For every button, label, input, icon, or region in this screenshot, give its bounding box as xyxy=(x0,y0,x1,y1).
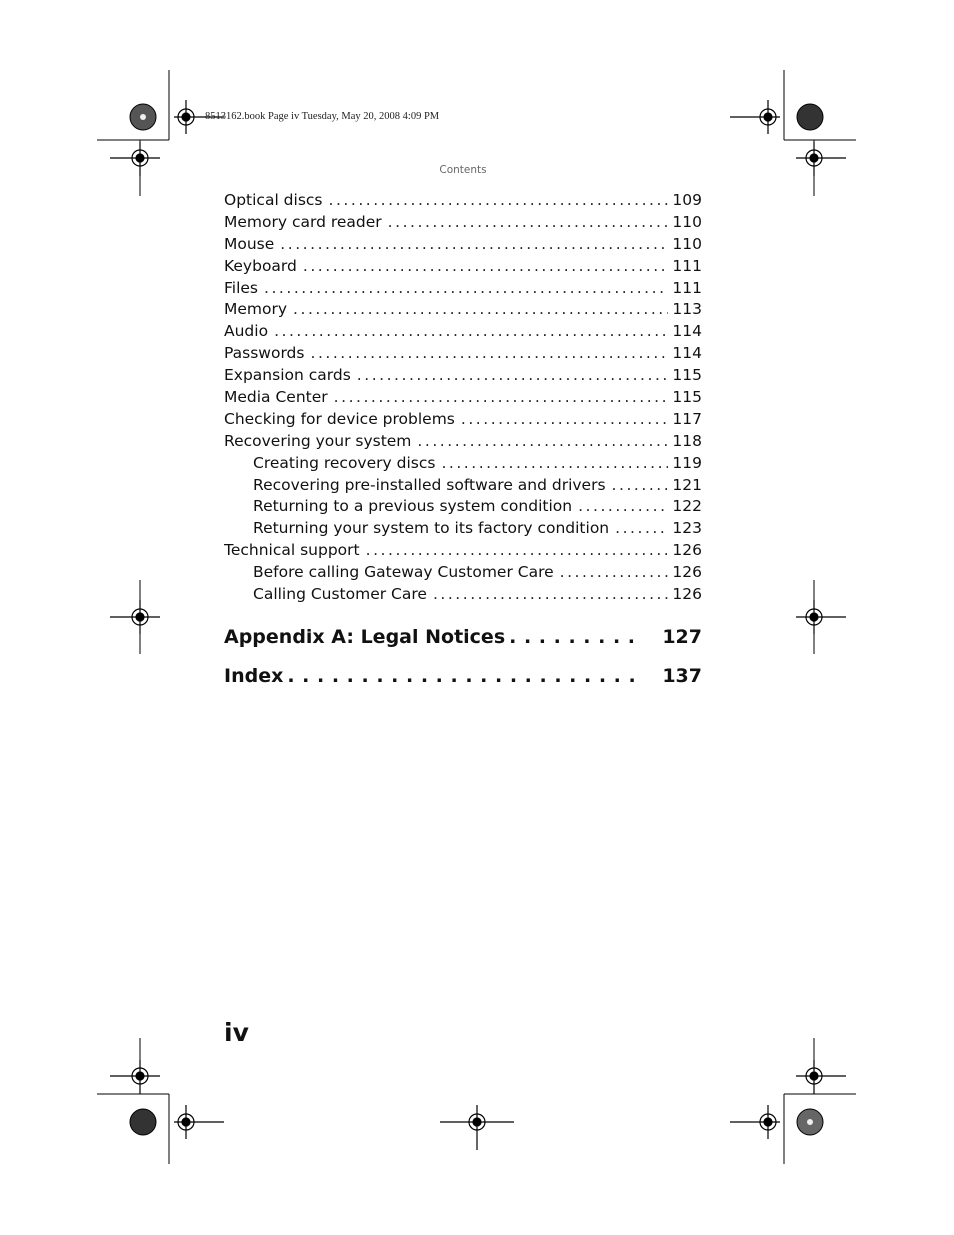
crosshair-target-icon xyxy=(796,600,846,634)
toc-entry[interactable] xyxy=(224,540,702,562)
toc-entry-label: Keyboard xyxy=(224,256,297,275)
toc-entry-page: 121 xyxy=(672,475,702,494)
toc-entry-label: Calling Customer Care xyxy=(253,585,427,604)
crosshair-target-icon xyxy=(110,600,160,634)
toc-entry-list xyxy=(224,190,702,606)
toc-entry[interactable] xyxy=(224,256,702,278)
toc-entry-label: Returning your system to its factory condition xyxy=(253,519,610,538)
toc-entry-label: Before calling Gateway Customer Care xyxy=(253,563,554,582)
toc-entry-page: 122 xyxy=(672,497,702,516)
starburst-target-icon xyxy=(797,1109,823,1135)
toc-chapter-entry[interactable] xyxy=(224,622,702,652)
toc-entry[interactable] xyxy=(224,299,702,321)
dot-leader xyxy=(264,278,668,300)
crosshair-target-icon xyxy=(730,1105,780,1139)
toc-entry-label: Memory card reader xyxy=(224,212,382,231)
toc-entry-label: Expansion cards xyxy=(224,366,351,385)
toc-entry[interactable] xyxy=(224,584,702,606)
dot-leader xyxy=(293,299,668,321)
crosshair-target-icon xyxy=(730,100,780,134)
toc-entry-page: 114 xyxy=(672,322,702,341)
toc-entry[interactable] xyxy=(224,562,702,584)
toc-entry-page: 109 xyxy=(672,191,702,209)
toc-entry-label: Passwords xyxy=(224,344,305,363)
toc-entry-page: 118 xyxy=(672,431,702,450)
dot-leader xyxy=(329,190,669,212)
toc-entry[interactable] xyxy=(224,431,702,453)
toc-chapter-label: Appendix A: Legal Notices xyxy=(224,625,506,648)
toc-entry[interactable] xyxy=(224,278,702,300)
toc-entry-page: 119 xyxy=(672,453,702,472)
crosshair-target-icon xyxy=(110,1060,160,1094)
dot-leader xyxy=(433,584,668,606)
toc-entry-page: 126 xyxy=(672,563,702,582)
dot-leader xyxy=(280,234,668,256)
toc-entry-page: 113 xyxy=(672,300,702,319)
dot-leader xyxy=(615,518,668,540)
running-head: Contents xyxy=(439,164,487,176)
dot-leader xyxy=(303,256,669,278)
toc-chapter-entry[interactable] xyxy=(224,661,702,691)
toc-chapter-list xyxy=(224,622,702,691)
toc-entry-label: Media Center xyxy=(224,388,328,407)
toc-entry[interactable] xyxy=(224,475,702,497)
toc-entry-label: Audio xyxy=(224,322,269,341)
dot-leader xyxy=(560,562,669,584)
toc-entry-page: 110 xyxy=(672,234,702,253)
toc-entry-page: 126 xyxy=(672,541,702,560)
dot-leader xyxy=(366,540,669,562)
starburst-target-icon xyxy=(797,104,823,130)
toc-entry-page: 115 xyxy=(672,388,702,407)
crosshair-target-icon xyxy=(796,1060,846,1094)
toc-entry-label: Optical discs xyxy=(224,191,323,209)
toc-entry-page: 111 xyxy=(672,256,702,275)
toc-entry-label: Memory xyxy=(224,300,288,319)
dot-leader xyxy=(357,365,669,387)
toc-entry[interactable] xyxy=(224,321,702,343)
toc-entry-page: 115 xyxy=(672,366,702,385)
dot-leader xyxy=(509,622,644,652)
toc-entry-label: Technical support xyxy=(224,541,360,560)
toc-entry-page: 114 xyxy=(672,344,702,363)
toc-chapter-page: 137 xyxy=(662,664,702,687)
page-number: iv xyxy=(224,1018,249,1047)
toc-entry-label: Returning to a previous system condition xyxy=(253,497,573,516)
toc-entry[interactable] xyxy=(224,365,702,387)
dot-leader xyxy=(274,321,668,343)
dot-leader xyxy=(287,661,644,691)
starburst-target-icon xyxy=(130,104,156,130)
toc-entry[interactable] xyxy=(224,409,702,431)
toc-entry-label: Mouse xyxy=(224,234,275,253)
toc-entry[interactable] xyxy=(224,496,702,518)
toc-entry-label: Creating recovery discs xyxy=(253,453,436,472)
toc-entry[interactable] xyxy=(224,343,702,365)
toc-chapter-page: 127 xyxy=(662,625,702,648)
toc-entry[interactable] xyxy=(224,518,702,540)
toc-entry[interactable] xyxy=(224,234,702,256)
dot-leader xyxy=(578,496,668,518)
toc-entry-label: Checking for device problems xyxy=(224,409,455,428)
toc-entry[interactable] xyxy=(224,453,702,475)
toc-entry-page: 123 xyxy=(672,519,702,538)
toc-chapter-label: Index xyxy=(224,664,284,687)
dot-leader xyxy=(334,387,669,409)
toc-entry-page: 110 xyxy=(672,212,702,231)
toc-entry-label: Files xyxy=(224,278,259,297)
toc-entry-page: 111 xyxy=(672,278,702,297)
toc-entry[interactable] xyxy=(224,190,702,212)
dot-leader xyxy=(310,343,668,365)
starburst-target-icon xyxy=(130,1109,156,1135)
toc-entry-page: 126 xyxy=(672,585,702,604)
dot-leader xyxy=(388,212,669,234)
print-header: 8513162.book Page iv Tuesday, May 20, 2008 4:09 PM xyxy=(205,111,440,122)
dot-leader xyxy=(441,453,668,475)
toc-entry-label: Recovering pre-installed software and drivers xyxy=(253,475,606,494)
dot-leader xyxy=(461,409,669,431)
dot-leader xyxy=(417,431,668,453)
toc-entry[interactable] xyxy=(224,212,702,234)
toc-entry-page: 117 xyxy=(672,409,702,428)
toc-entry[interactable] xyxy=(224,387,702,409)
toc-entry-label: Recovering your system xyxy=(224,431,412,450)
crosshair-target-icon xyxy=(174,1105,224,1139)
table-of-contents xyxy=(224,190,702,700)
dot-leader xyxy=(612,475,669,497)
crosshair-target-icon xyxy=(440,1105,514,1150)
